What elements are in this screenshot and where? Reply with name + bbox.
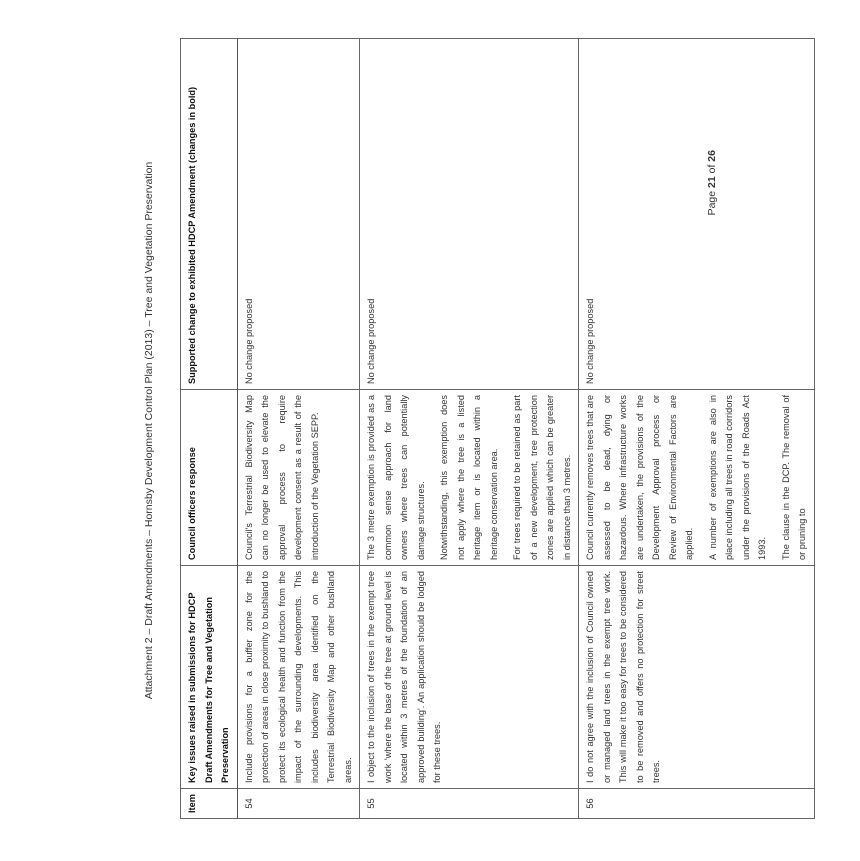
table-row: [579, 39, 815, 819]
item-number: 55: [360, 789, 579, 819]
issue-text: Include provisions for a buffer zone for the protection of areas in close proximity to bushland to protect its ecological health and function from the impact of the surrounding developments. This includes biodiversity area identified on the Terrestrial Biodiversity Map and other bushland areas.: [237, 566, 360, 789]
change-text: No change proposed: [237, 39, 360, 390]
table-header-row: [181, 39, 238, 819]
change-text: No change proposed: [579, 39, 815, 390]
header-item: Item: [181, 789, 238, 819]
page-of: of: [706, 164, 718, 174]
submissions-table: [180, 38, 815, 819]
response-paragraph: For trees required to be retained as part of a new development, tree protection zones are applied which can be greater in distance than 3 metres.: [512, 395, 572, 560]
item-number: 56: [579, 789, 815, 819]
page-current: 21: [706, 176, 718, 188]
response-paragraph: Notwithstanding, this exemption does not apply where the tree is a listed heritage item or is located within a heritage conservation area.: [439, 395, 499, 560]
table-row: [360, 39, 579, 819]
response-paragraph: A number of exemptions are also in place including all trees in road corridors under the provisions of the Roads Act 1993.: [707, 395, 767, 560]
page-number: [706, 150, 718, 215]
response-paragraph: Council currently removes trees that are assessed to be dead, dying or hazardous. Where infrastructure works are undertaken, the provisions of the Development Approval process or Review of Environmental Factors are applied.: [585, 395, 694, 560]
table-row: [237, 39, 360, 819]
response-cell: [237, 390, 360, 566]
document-header: Attachment 2 – Draft Amendments – Hornsby Development Control Plan (2013) – Tree and Vegetation Preservation: [143, 161, 155, 700]
response-cell: [360, 390, 579, 566]
page-total: 26: [706, 150, 718, 162]
response-paragraph: The 3 metre exemption is provided as a common sense approach for land owners where trees can potentially damage structures.: [366, 395, 426, 560]
page-word: Page: [706, 190, 718, 216]
item-number: 54: [237, 789, 360, 819]
issue-text: I do not agree with the inclusion of Council owned or managed land trees in the exempt tree work. This will make it too easy for trees to be considered to be removed and offers no protection for street trees.: [579, 566, 815, 789]
header-key-issues: Key issues raised in submissions for HDCP Draft Amendments for Tree and Vegetation Preservation: [181, 566, 238, 789]
change-text: No change proposed: [360, 39, 579, 390]
response-paragraph: Council's Terrestrial Biodiversity Map can no longer be used to elevate the approval process to require development consent as a result of the introduction of the Vegetation SEPP.: [243, 395, 320, 560]
issue-text: I object to the inclusion of trees in the exempt tree work 'where the base of the tree at ground level is located within 3 metres of the foundation of an approved building'. An application should be lodged for these trees.: [360, 566, 579, 789]
header-council-response: Council officers response: [181, 390, 238, 566]
response-cell: [579, 390, 815, 566]
header-supported-change: Supported change to exhibited HDCP Amendment (changes in bold): [181, 39, 238, 390]
response-paragraph: The clause in the DCP. The removal of or pruning to: [780, 395, 807, 560]
